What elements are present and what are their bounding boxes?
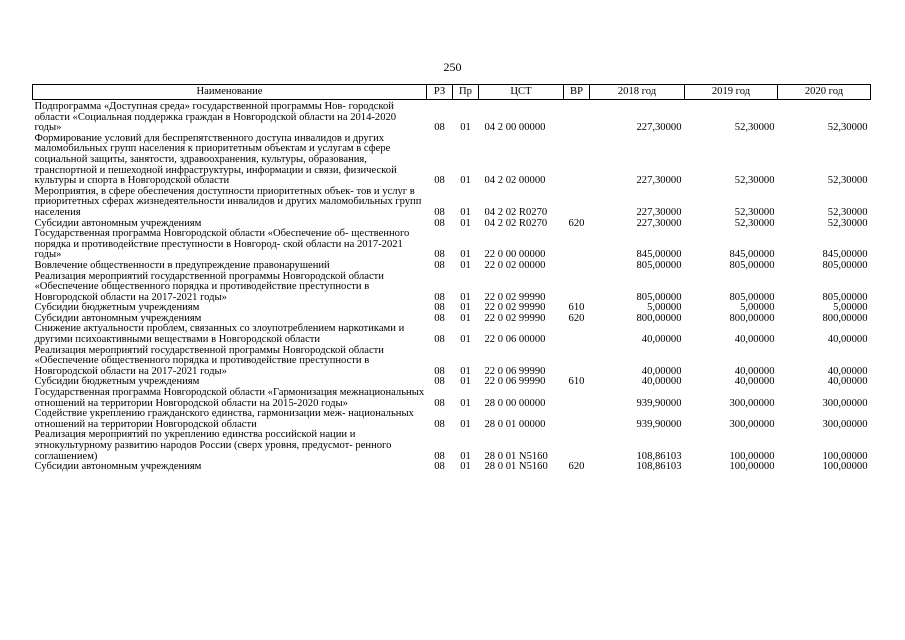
- cell-y2020: 40,00000: [827, 334, 868, 346]
- cell-pr: 01: [460, 217, 471, 229]
- cell-y2020: 100,00000: [822, 450, 868, 462]
- cell-y2018: 227,30000: [636, 217, 682, 229]
- table-row: [33, 388, 871, 409]
- cell-rz: 08: [434, 175, 445, 187]
- cell-y2019: 40,00000: [734, 334, 775, 346]
- cell-y2018: 939,90000: [636, 397, 682, 409]
- cell-pr: 01: [460, 376, 471, 388]
- cell-name: Снижение актуальности проблем, связанных со злоупотреблением наркотиками и другими психоактивными веществами в Новгородской области: [34, 323, 405, 346]
- table-header-row: [33, 85, 871, 100]
- cell-y2019: 805,00000: [729, 291, 775, 303]
- cell-vr: [564, 388, 590, 409]
- cell-rz: 08: [434, 291, 445, 303]
- cell-y2020: 100,00000: [822, 461, 868, 473]
- cell-rz: 08: [434, 450, 445, 462]
- cell-name: Субсидии автономным учреждениям: [34, 217, 202, 229]
- cell-rz: 08: [434, 418, 445, 430]
- cell-y2019: 52,30000: [734, 175, 775, 187]
- cell-name: Формирование условий для беспрепятственного доступа инвалидов и других маломобильных групп населения к приоритетным объектам и услугам в сфере социальной защиты, занятости, здравоохранения, культуры, образования, транспортной и пешеходной инфраструктуры, информации и связи, физической культуры и спорта в Новгородской области: [34, 132, 397, 187]
- cell-vr: 610: [568, 376, 585, 388]
- cell-vr: 610: [568, 302, 585, 314]
- cell-vr: 620: [568, 312, 585, 324]
- cell-y2018: 227,30000: [636, 206, 682, 218]
- cell-pr: 01: [460, 365, 471, 377]
- budget-table: [32, 84, 871, 473]
- header-cst: ЦСТ: [479, 85, 564, 100]
- table-row: [33, 324, 871, 345]
- cell-y2020: 800,00000: [822, 312, 868, 324]
- cell-name: Субсидии бюджетным учреждениям: [34, 302, 200, 314]
- table-row: [33, 261, 871, 272]
- cell-cst: 22 0 00 00000: [484, 249, 546, 261]
- cell-y2020: 52,30000: [827, 122, 868, 134]
- cell-pr: 01: [460, 249, 471, 261]
- table-row: [33, 430, 871, 462]
- cell-y2020: 40,00000: [827, 365, 868, 377]
- cell-y2018: 805,00000: [636, 291, 682, 303]
- cell-y2020: 52,30000: [827, 206, 868, 218]
- cell-cst: 28 0 01 N5160: [484, 461, 548, 473]
- cell-y2019: 52,30000: [734, 206, 775, 218]
- cell-pr: 01: [460, 418, 471, 430]
- cell-y2019: 300,00000: [729, 397, 775, 409]
- cell-name: Реализация мероприятий государственной программы Новгородской области «Обеспечение общественного порядка и противодействие преступности в Новгородской области на 2017-2021 годы»: [34, 270, 384, 303]
- table-row: [33, 100, 871, 134]
- cell-y2020: 5,00000: [833, 302, 868, 314]
- table-row: [33, 134, 871, 187]
- table-row: [33, 346, 871, 378]
- cell-y2020: 52,30000: [827, 217, 868, 229]
- cell-pr: 01: [460, 397, 471, 409]
- table-row: [33, 272, 871, 304]
- header-2018: 2018 год: [590, 85, 685, 100]
- cell-rz: 08: [434, 122, 445, 134]
- cell-name: Содействие укреплению гражданского единства, гармонизации меж- национальных отношений на территории Новгородской области: [34, 408, 414, 430]
- cell-pr: 01: [460, 450, 471, 462]
- cell-name: Мероприятия, в сфере обеспечения доступности приоритетных объек- тов и услуг в приоритетных сферах жизнедеятельности инвалидов и других маломобильных групп населения: [34, 185, 422, 218]
- cell-vr: [564, 430, 590, 462]
- cell-name: Реализация мероприятий по укреплению единства российской нации и этнокультурному развитию народов России (сверх уровня, предусмот- ренного соглашением): [34, 429, 392, 462]
- cell-rz: 08: [434, 397, 445, 409]
- cell-pr: 01: [460, 312, 471, 324]
- cell-rz: 08: [434, 365, 445, 377]
- cell-name: Субсидии автономным учреждениям: [34, 461, 202, 473]
- table-row: [33, 229, 871, 261]
- cell-cst: 28 0 01 N5160: [484, 450, 548, 462]
- cell-rz: 08: [434, 461, 445, 473]
- cell-y2019: 100,00000: [729, 450, 775, 462]
- cell-y2018: 40,00000: [641, 334, 682, 346]
- cell-vr: [564, 134, 590, 187]
- cell-y2020: 40,00000: [827, 376, 868, 388]
- cell-name: Субсидии бюджетным учреждениям: [34, 376, 200, 388]
- cell-vr: [564, 261, 590, 272]
- cell-vr: [564, 346, 590, 378]
- cell-rz: 08: [434, 334, 445, 346]
- cell-y2018: 108,86103: [636, 450, 682, 462]
- cell-y2019: 52,30000: [734, 217, 775, 229]
- cell-y2018: 227,30000: [636, 122, 682, 134]
- cell-cst: 04 2 02 R0270: [484, 206, 548, 218]
- cell-vr: [564, 100, 590, 134]
- cell-y2019: 40,00000: [734, 376, 775, 388]
- cell-y2020: 300,00000: [822, 397, 868, 409]
- cell-y2020: 805,00000: [822, 259, 868, 271]
- cell-vr: 620: [568, 217, 585, 229]
- cell-y2020: 52,30000: [827, 175, 868, 187]
- cell-y2018: 40,00000: [641, 376, 682, 388]
- header-name: Наименование: [33, 85, 427, 100]
- cell-vr: [564, 324, 590, 345]
- cell-y2019: 5,00000: [740, 302, 775, 314]
- cell-y2018: 40,00000: [641, 365, 682, 377]
- cell-pr: 01: [460, 302, 471, 314]
- table-row: [33, 187, 871, 219]
- page-number: 250: [443, 60, 462, 74]
- cell-cst: 22 0 02 00000: [484, 259, 546, 271]
- cell-cst: 04 2 02 00000: [484, 175, 546, 187]
- cell-cst: 22 0 06 00000: [484, 334, 546, 346]
- cell-y2019: 845,00000: [729, 249, 775, 261]
- cell-rz: 08: [434, 249, 445, 261]
- cell-y2018: 108,86103: [636, 461, 682, 473]
- cell-rz: 08: [434, 376, 445, 388]
- cell-rz: 08: [434, 302, 445, 314]
- cell-y2018: 939,90000: [636, 418, 682, 430]
- cell-cst: 28 0 01 00000: [484, 418, 546, 430]
- cell-y2018: 5,00000: [647, 302, 682, 314]
- cell-pr: 01: [460, 206, 471, 218]
- cell-cst: 22 0 02 99990: [484, 291, 546, 303]
- cell-vr: [564, 409, 590, 430]
- cell-vr: 620: [568, 461, 585, 473]
- cell-cst: 04 2 02 R0270: [484, 217, 548, 229]
- cell-vr: [564, 229, 590, 261]
- cell-cst: 22 0 06 99990: [484, 376, 546, 388]
- cell-name: Государственная программа Новгородской области «Обеспечение об- щественного порядка и противодействие преступности в Новгород- ской области на 2017-2021 годы»: [34, 228, 410, 261]
- cell-y2019: 300,00000: [729, 418, 775, 430]
- cell-vr: [564, 187, 590, 219]
- cell-name: Реализация мероприятий государственной программы Новгородской области «Обеспечение общественного порядка и противодействие преступности в Новгородской области на 2017-2021 годы»: [34, 344, 384, 377]
- cell-y2019: 52,30000: [734, 122, 775, 134]
- cell-cst: 22 0 02 99990: [484, 312, 546, 324]
- cell-rz: 08: [434, 217, 445, 229]
- cell-pr: 01: [460, 461, 471, 473]
- cell-pr: 01: [460, 122, 471, 134]
- cell-y2020: 845,00000: [822, 249, 868, 261]
- cell-pr: 01: [460, 334, 471, 346]
- cell-y2019: 100,00000: [729, 461, 775, 473]
- header-rz: РЗ: [427, 85, 453, 100]
- cell-y2019: 800,00000: [729, 312, 775, 324]
- cell-y2018: 845,00000: [636, 249, 682, 261]
- cell-name: Вовлечение общественности в предупреждение правонарушений: [34, 259, 330, 271]
- cell-pr: 01: [460, 291, 471, 303]
- cell-y2018: 227,30000: [636, 175, 682, 187]
- cell-cst: 22 0 02 99990: [484, 302, 546, 314]
- header-2020: 2020 год: [778, 85, 871, 100]
- table-row: [33, 409, 871, 430]
- header-2019: 2019 год: [685, 85, 778, 100]
- cell-y2020: 300,00000: [822, 418, 868, 430]
- cell-rz: 08: [434, 259, 445, 271]
- cell-pr: 01: [460, 259, 471, 271]
- cell-cst: 04 2 00 00000: [484, 122, 546, 134]
- cell-name: Подпрограмма «Доступная среда» государственной программы Нов- городской области «Социальная поддержка граждан в Новгородской области на 2014-2020 годы»: [34, 101, 397, 134]
- cell-rz: 08: [434, 206, 445, 218]
- cell-y2019: 40,00000: [734, 365, 775, 377]
- cell-rz: 08: [434, 312, 445, 324]
- cell-y2019: 805,00000: [729, 259, 775, 271]
- cell-pr: 01: [460, 175, 471, 187]
- cell-y2018: 800,00000: [636, 312, 682, 324]
- cell-y2018: 805,00000: [636, 259, 682, 271]
- header-pr: Пр: [453, 85, 479, 100]
- cell-cst: 28 0 00 00000: [484, 397, 546, 409]
- cell-vr: [564, 272, 590, 304]
- table-row: [33, 462, 871, 473]
- cell-name: Субсидии автономным учреждениям: [34, 312, 202, 324]
- cell-name: Государственная программа Новгородской области «Гармонизация межнациональных отношений на территории Новгородской области на 2015-2020 годы»: [34, 387, 425, 409]
- cell-y2020: 805,00000: [822, 291, 868, 303]
- header-vr: ВР: [564, 85, 590, 100]
- cell-cst: 22 0 06 99990: [484, 365, 546, 377]
